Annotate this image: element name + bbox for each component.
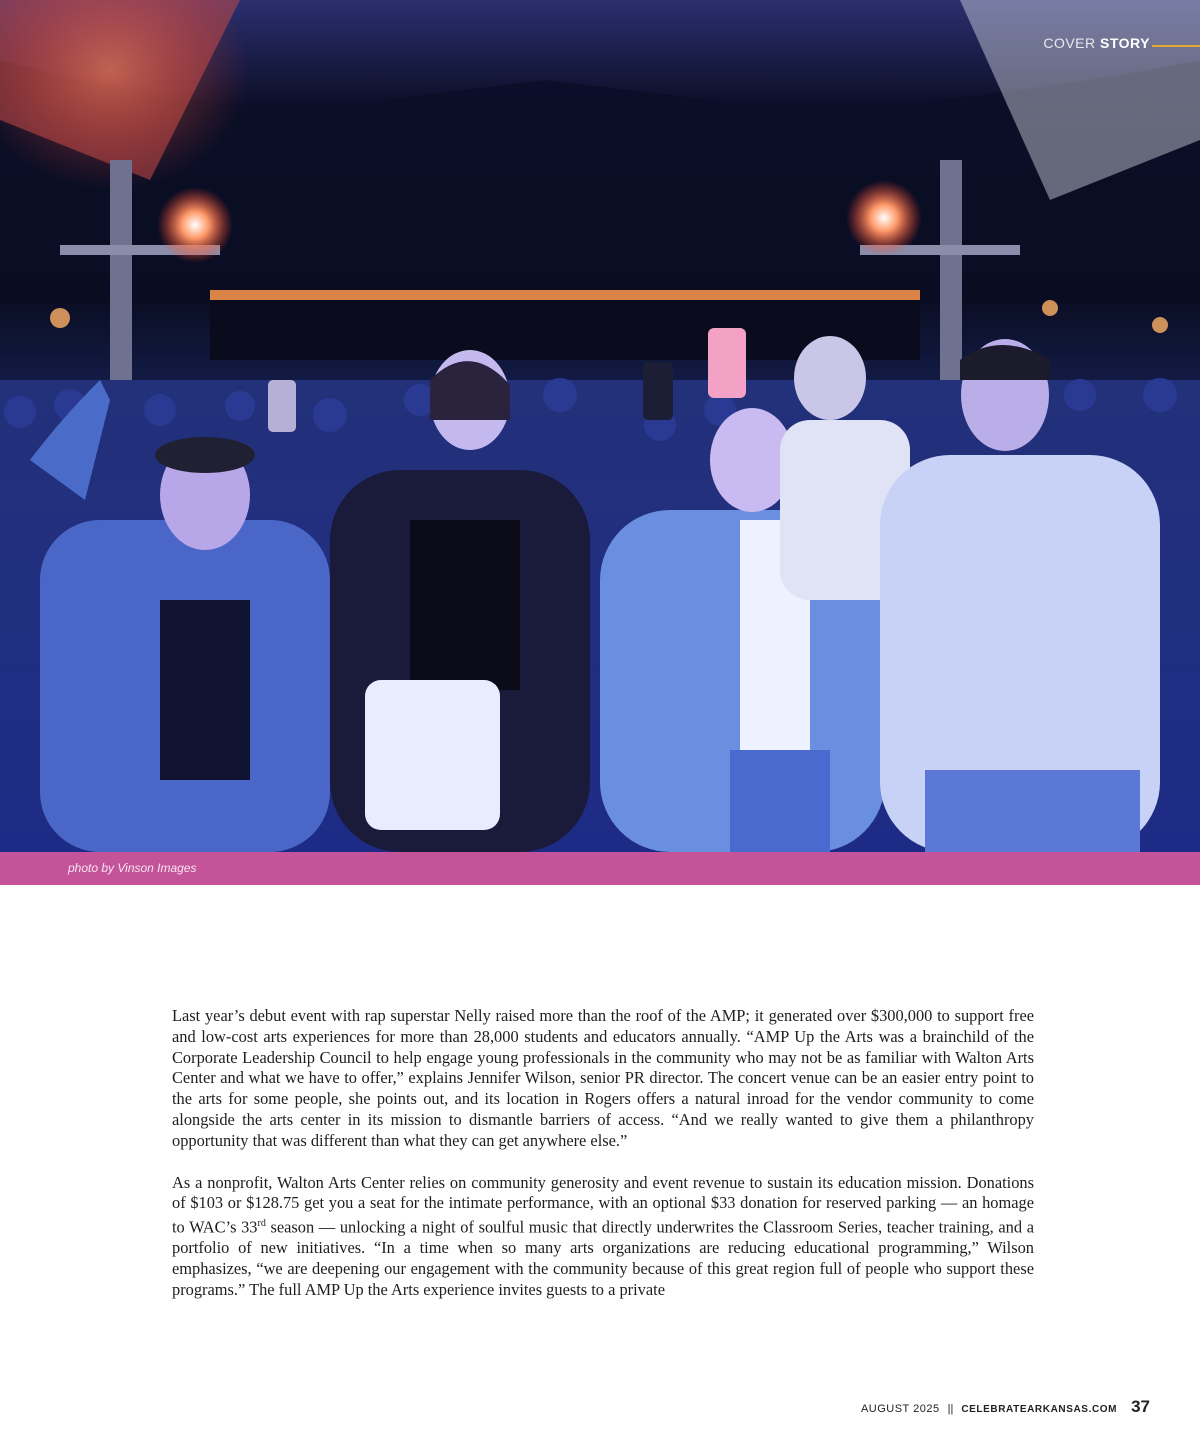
paragraph-2-text-a: As a nonprofit, Walton Arts Center relies on community generosity and event revenue to sustain its education mission. Donations of $103 or $128.75 get you a seat for the intimate performance, with an optional $33 donation for reserved parking — an homage to WAC’s 33 — [172, 1172, 1034, 1237]
paragraph-2-text-b: season — unlocking a night of soulful music that directly underwrites the Classroom Series, teacher training, and a portfolio of new initiatives. “In a time when so many arts organizations are reducing educational programming,” Wilson emphasizes, “we are deepening our engagement with the community because of this great region full of people who support these programs.” The full AMP Up the Arts experience invites guests to a private — [172, 1217, 1034, 1300]
section-tag-bold: STORY — [1100, 35, 1150, 51]
footer-separator: || — [947, 1403, 954, 1415]
ordinal-suffix: rd — [257, 1218, 266, 1230]
issue-date: AUGUST 2025 — [860, 1403, 940, 1415]
photo-credit: photo by Vinson Images — [68, 861, 197, 875]
article-paragraph-1: Last year’s debut event with rap superstar Nelly raised more than the roof of the AMP; it generated over $300,000 to support free and low-cost arts experiences for more than 28,000 students and educators annually. “AMP Up the Arts was a brainchild of the Corporate Leadership Council to help engage young professionals in the community who may not be as familiar with Walton Arts Center and what we have to offer,” explains Jennifer Wilson, senior PR director. The concert venue can be an easier entry point to the arts for some people, she points out, and its location in Rogers offers a natural inroad for the vendor community to come alongside the arts center in its mission to dismantle barriers of access. “And we really wanted to give them a philanthropy opportunity that was different than what they can get anywhere else.” — [172, 1006, 1034, 1150]
page-footer — [861, 1397, 1150, 1417]
section-tag — [1043, 35, 1150, 51]
page-number: 37 — [1131, 1397, 1150, 1416]
article-body — [172, 1006, 1034, 1322]
section-tag-light: COVER — [1043, 35, 1096, 51]
section-tag-rule — [1152, 45, 1200, 47]
article-paragraph-2 — [172, 1173, 1034, 1301]
website-link[interactable]: CELEBRATEARKANSAS.COM — [961, 1404, 1118, 1415]
photo-caption-bar — [0, 852, 1200, 885]
